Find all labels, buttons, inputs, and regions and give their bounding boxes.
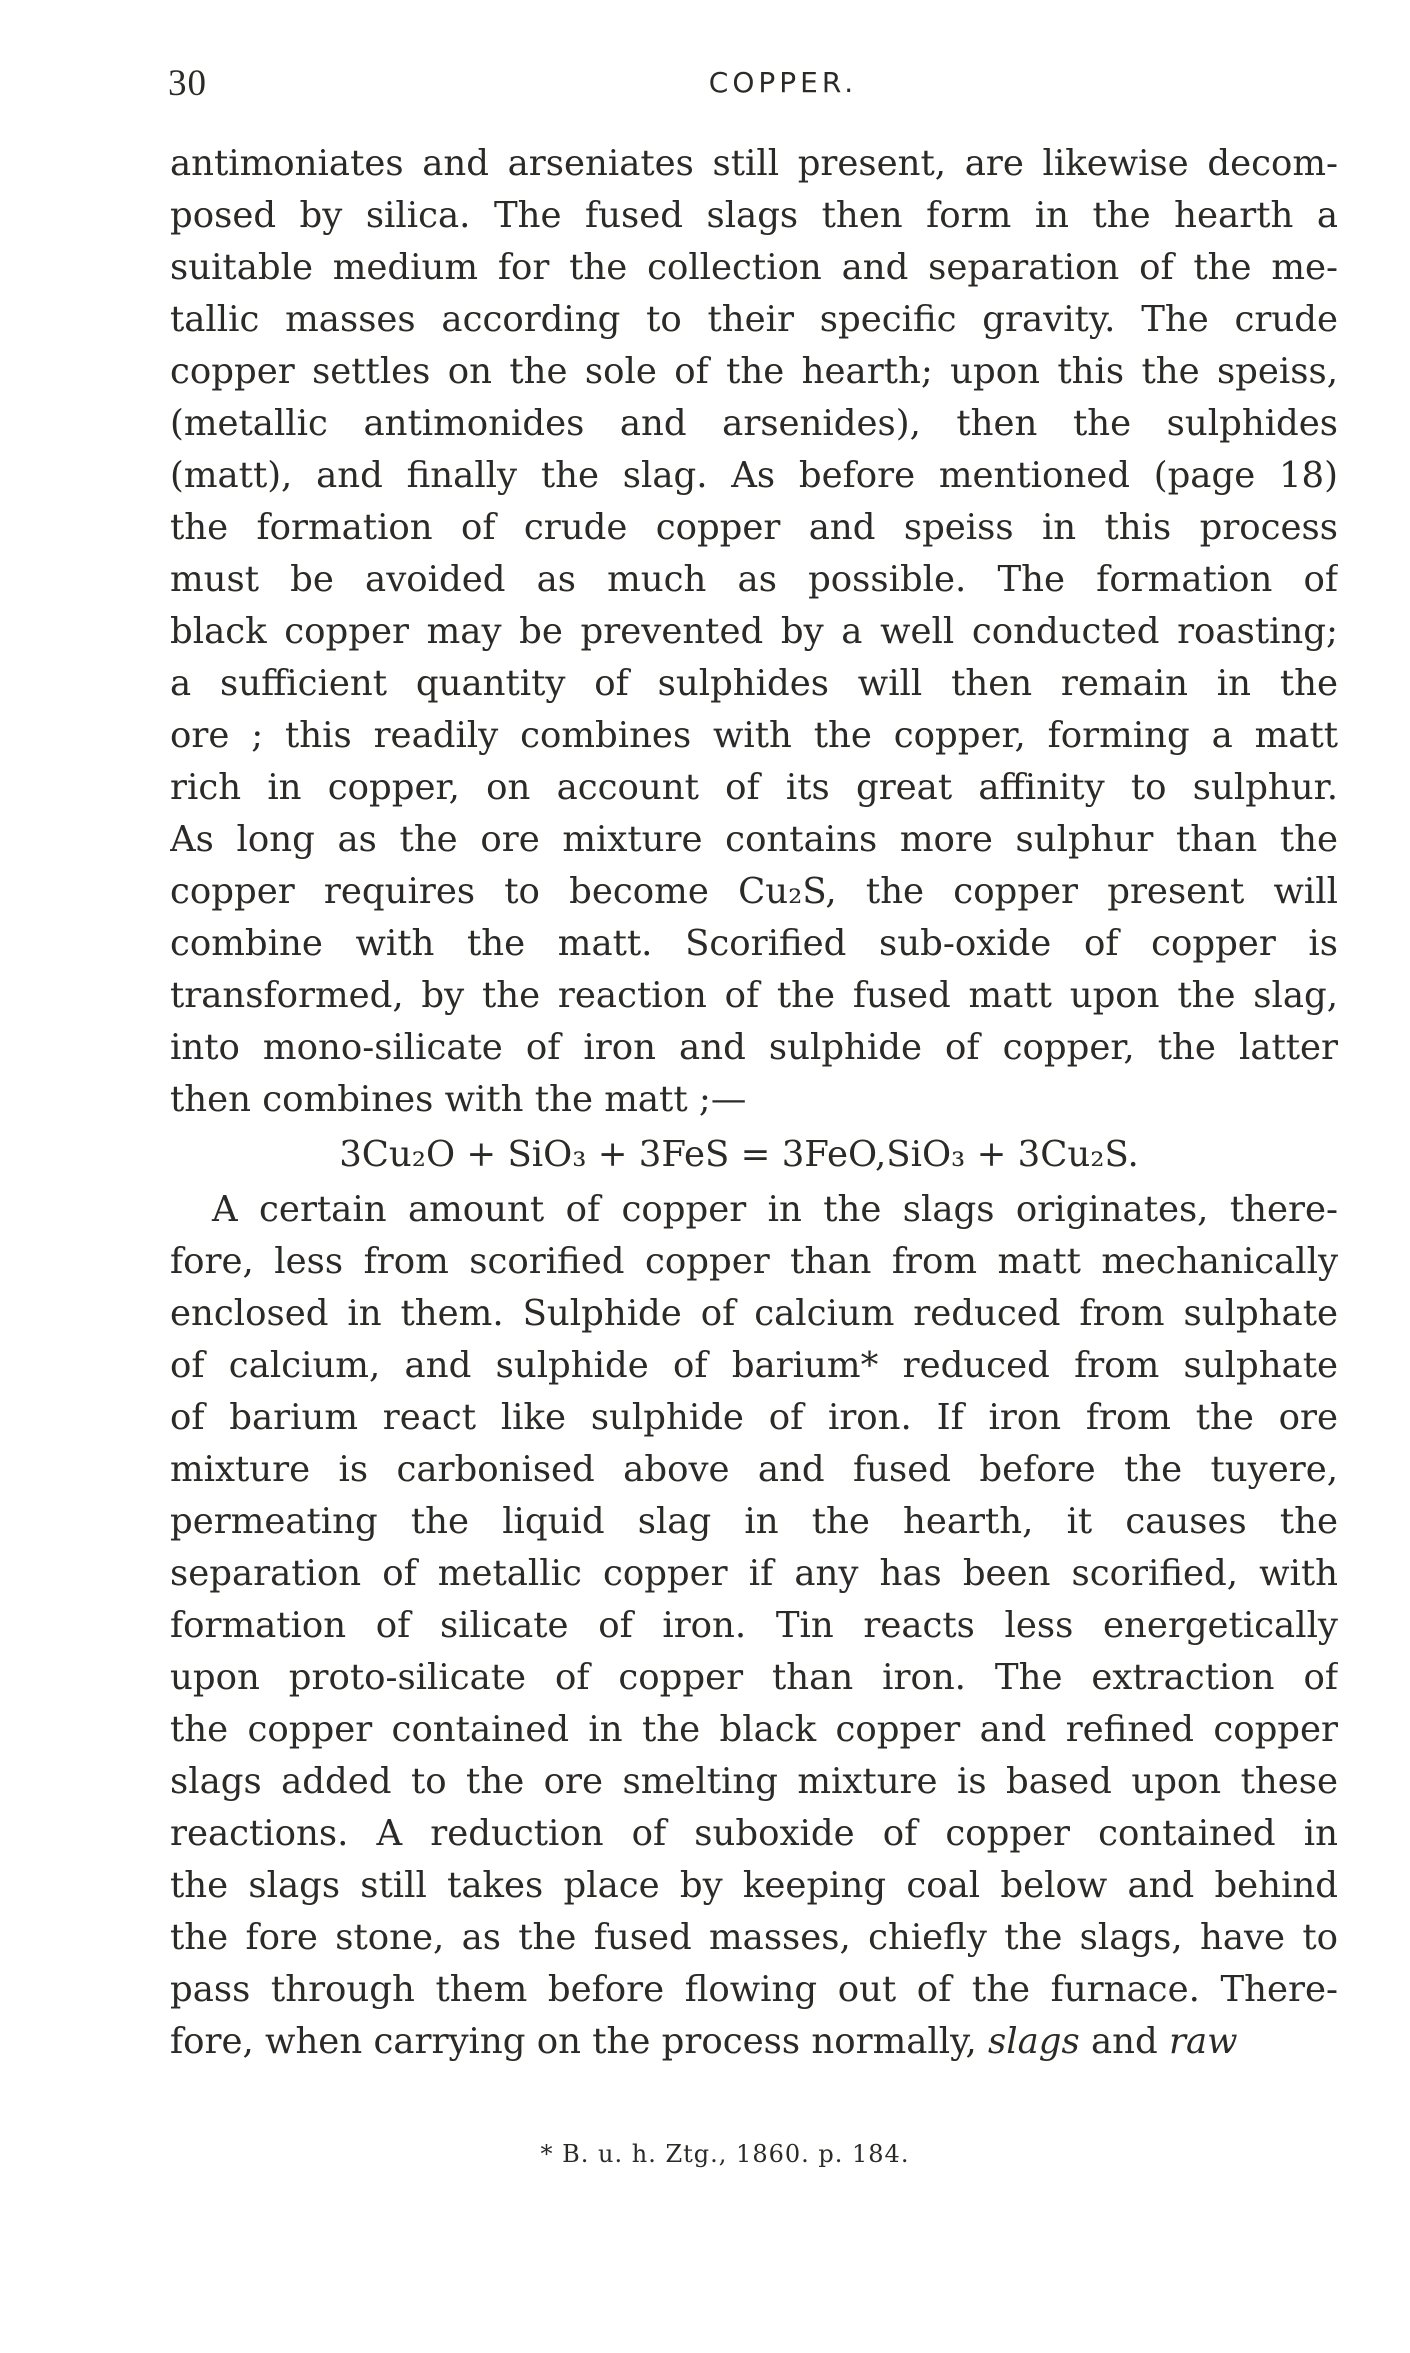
text-line: tallic masses according to their specific gravity. The crude <box>170 299 1338 340</box>
text-line: of barium react like sulphide of iron. If iron from the ore <box>170 1397 1338 1438</box>
text-line: then combines with the matt ;— <box>170 1079 747 1120</box>
text-line <box>170 2016 1338 2068</box>
text-line: As long as the ore mixture contains more sulphur than the <box>170 819 1338 860</box>
text-line: copper requires to become Cu₂S, the copper present will <box>170 871 1338 912</box>
text-line: fore, less from scorified copper than from matt mechanically <box>170 1241 1338 1282</box>
running-head <box>168 62 1338 110</box>
text-line: combine with the matt. Scorified sub-oxide of copper is <box>170 923 1338 964</box>
paragraph-continued <box>170 138 1338 1126</box>
text-line: rich in copper, on account of its great affinity to sulphur. <box>170 767 1338 808</box>
text-line: antimoniates and arseniates still present, are likewise decom- <box>170 143 1338 184</box>
text-line: the fore stone, as the fused masses, chiefly the slags, have to <box>170 1917 1338 1958</box>
chemical-equation: 3Cu₂O + SiO₃ + 3FeS = 3FeO,SiO₃ + 3Cu₂S. <box>339 1134 1139 1175</box>
text-line: of calcium, and sulphide of barium* reduced from sulphate <box>170 1345 1338 1386</box>
text-line: the formation of crude copper and speiss in this process <box>170 507 1338 548</box>
italic-term-slags: slags <box>988 2021 1080 2062</box>
text-line: permeating the liquid slag in the hearth, it causes the <box>170 1501 1338 1542</box>
text-line: enclosed in them. Sulphide of calcium reduced from sulphate <box>170 1293 1338 1334</box>
text-line: separation of metallic copper if any has been scorified, with <box>170 1553 1338 1594</box>
text-line: (metallic antimonides and arsenides), then the sulphides <box>170 403 1338 444</box>
text-line: reactions. A reduction of suboxide of copper contained in <box>170 1813 1338 1854</box>
paragraph-reactions <box>170 1184 1338 2016</box>
text-line: posed by silica. The fused slags then form in the hearth a <box>170 195 1338 236</box>
text-line: the slags still takes place by keeping coal below and behind <box>170 1865 1338 1906</box>
text-line: pass through them before flowing out of the furnace. There- <box>170 1969 1338 2010</box>
line-text: and <box>1079 2021 1170 2062</box>
text-line: a sufficient quantity of sulphides will then remain in the <box>170 663 1338 704</box>
line-text: fore, when carrying on the process normally, <box>170 2021 989 2062</box>
text-line: (matt), and finally the slag. As before mentioned (page 18) <box>170 455 1338 496</box>
text-line: into mono-silicate of iron and sulphide of copper, the latter <box>170 1027 1338 1068</box>
text-line: mixture is carbonised above and fused before the tuyere, <box>170 1449 1338 1490</box>
text-line: ore ; this readily combines with the copper, forming a matt <box>170 715 1338 756</box>
text-line: transformed, by the reaction of the fused matt upon the slag, <box>170 975 1338 1016</box>
text-line: must be avoided as much as possible. The formation of <box>170 559 1338 600</box>
text-line: the copper contained in the black copper and refined copper <box>170 1709 1338 1750</box>
body-text <box>170 138 1338 2068</box>
footnote: * B. u. h. Ztg., 1860. p. 184. <box>540 2140 910 2168</box>
italic-term-raw: raw <box>1169 2021 1238 2062</box>
text-line: black copper may be prevented by a well conducted roasting; <box>170 611 1338 652</box>
text-line: formation of silicate of iron. Tin reacts less energetically <box>170 1605 1338 1646</box>
text-line: upon proto-silicate of copper than iron. The extraction of <box>170 1657 1338 1698</box>
running-title: COPPER. <box>708 66 858 99</box>
text-line: slags added to the ore smelting mixture is based upon these <box>170 1761 1338 1802</box>
page-number: 30 <box>168 63 207 104</box>
text-line: suitable medium for the collection and separation of the me- <box>170 247 1338 288</box>
text-line: copper settles on the sole of the hearth; upon this the speiss, <box>170 351 1338 392</box>
text-line: A certain amount of copper in the slags originates, there- <box>212 1189 1338 1230</box>
